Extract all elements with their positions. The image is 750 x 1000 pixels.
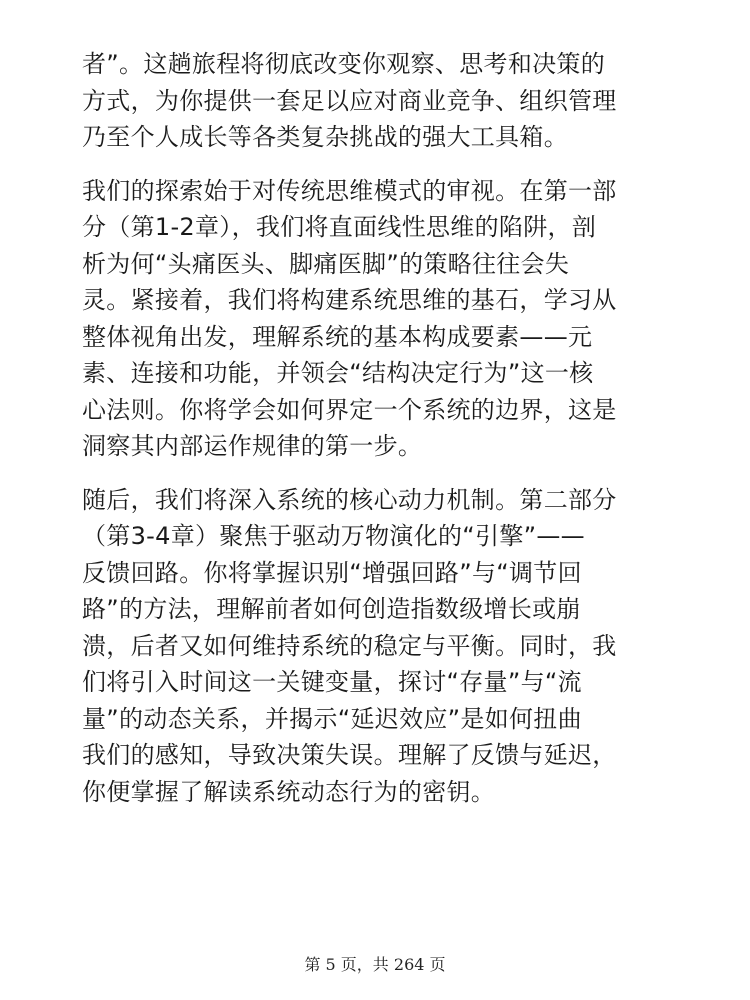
text-line: 素、连接和功能，并领会“结构决定行为”这一核 <box>82 359 594 387</box>
page-number-footer: 第 5 页，共 264 页 <box>304 955 446 974</box>
paragraph-1 <box>82 46 672 156</box>
text-line: 洞察其内部运作规律的第一步。 <box>82 432 423 460</box>
text-line: 随后，我们将深入系统的核心动力机制。第二部分 <box>82 485 617 514</box>
text-line: 路”的方法，理解前者如何创造指数级增长或崩 <box>82 595 581 623</box>
text-line: 量”的动态关系，并揭示“延迟效应”是如何扭曲 <box>82 704 582 733</box>
text-line: 者”。这趟旅程将彻底改变你观察、思考和决策的 <box>82 50 606 78</box>
paragraph-2 <box>82 173 672 465</box>
text-line: 溃，后者又如何维持系统的稳定与平衡。同时，我 <box>82 631 617 660</box>
text-line: 反馈回路。你将掌握识别“增强回路”与“调节回 <box>82 558 582 587</box>
text-line: 析为何“头痛医头、脚痛医脚”的策略往往会失 <box>82 249 570 278</box>
text-line: 分（第1-2章），我们将直面线性思维的陷阱，剖 <box>82 213 597 241</box>
text-line: 心法则。你将学会如何界定一个系统的边界，这是 <box>82 395 617 424</box>
text-line: 你便掌握了解读系统动态行为的密钥。 <box>82 777 496 806</box>
text-line: 们将引入时间这一关键变量，探讨“存量”与“流 <box>82 668 582 696</box>
text-line: 乃至个人成长等各类复杂挑战的强大工具箱。 <box>82 123 568 151</box>
text-line: 整体视角出发，理解系统的基本构成要素——元 <box>82 322 593 351</box>
text-line: 我们的探索始于对传统思维模式的审视。在第一部 <box>82 176 617 205</box>
text-line: （第3-4章）聚焦于驱动万物演化的“引擎”—— <box>82 522 585 550</box>
body-text <box>82 46 672 810</box>
text-line: 我们的感知，导致决策失误。理解了反馈与延迟， <box>82 741 617 769</box>
paragraph-3 <box>82 482 672 811</box>
text-line: 灵。紧接着，我们将构建系统思维的基石，学习从 <box>82 286 617 314</box>
text-line: 方式，为你提供一套足以应对商业竞争、组织管理 <box>82 86 617 115</box>
